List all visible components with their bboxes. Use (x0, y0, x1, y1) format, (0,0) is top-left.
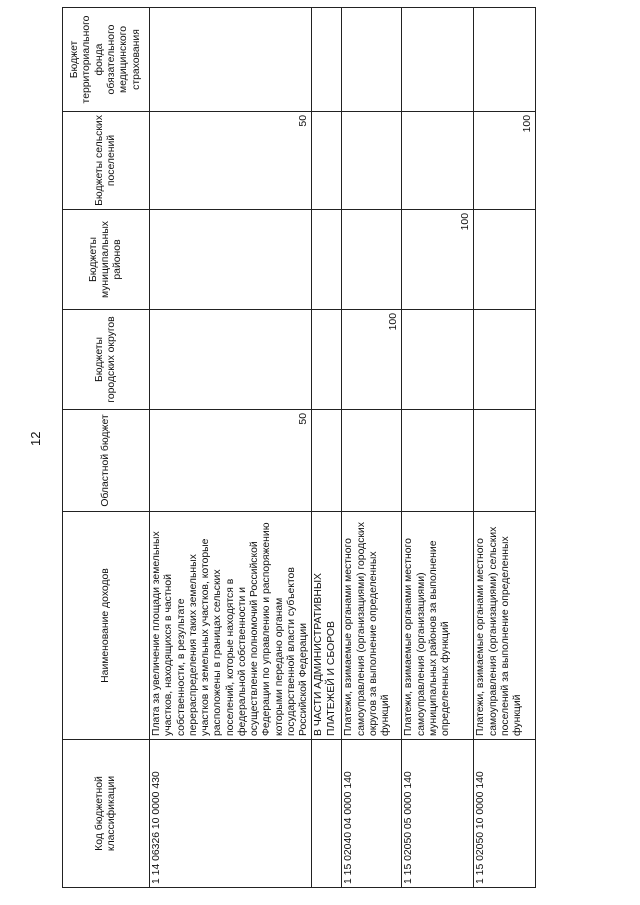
cell-code: 1 14 06326 10 0000 430 (150, 740, 312, 888)
cell-municipal (342, 210, 402, 310)
cell-tfoms (150, 8, 312, 112)
cell-urban (312, 310, 342, 410)
cell-regional (312, 410, 342, 512)
cell-rural: 50 (150, 112, 312, 210)
cell-municipal (150, 210, 312, 310)
cell-tfoms (474, 8, 536, 112)
cell-rural (402, 112, 474, 210)
cell-tfoms (312, 8, 342, 112)
table-row (474, 8, 536, 888)
cell-name: Плата за увеличение площади земельных участков, находящихся в частной собственности, в результате перераспределения таких земельных участков и земельных участков, которые расположены в границах сельских поселений, которые находятся в федеральной собственности и осуществление полномочий Российской Федерации по управлению и распоряжению которыми передано органам государственной власти субъектов Российской Федерации (150, 512, 312, 740)
cell-name: В ЧАСТИ АДМИНИСТРАТИВНЫХ ПЛАТЕЖЕЙ И СБОРОВ (312, 512, 342, 740)
cell-regional (342, 410, 402, 512)
cell-regional (474, 410, 536, 512)
cell-name: Платежи, взимаемые органами местного самоуправления (организациями) городских округов за выполнение определенных функций (342, 512, 402, 740)
header-budget-code: Код бюджетной классификации (63, 740, 150, 888)
revenue-distribution-table (62, 7, 536, 888)
header-rural-settlements: Бюджеты сельских поселений (63, 112, 150, 210)
cell-regional (402, 410, 474, 512)
cell-urban (474, 310, 536, 410)
cell-municipal (312, 210, 342, 310)
header-revenue-name: Наименование доходов (63, 512, 150, 740)
cell-municipal (474, 210, 536, 310)
cell-name: Платежи, взимаемые органами местного самоуправления (организациями) муниципальных районов за выполнение определенных функций (402, 512, 474, 740)
cell-code: 1 15 02050 10 0000 140 (474, 740, 536, 888)
cell-rural (342, 112, 402, 210)
page-number: 12 (28, 431, 43, 446)
cell-code: 1 15 02040 04 0000 140 (342, 740, 402, 888)
cell-urban: 100 (342, 310, 402, 410)
cell-urban (402, 310, 474, 410)
rotated-table-container (62, 8, 582, 888)
cell-code (312, 740, 342, 888)
header-regional-budget: Областной бюджет (63, 410, 150, 512)
cell-code: 1 15 02050 05 0000 140 (402, 740, 474, 888)
cell-tfoms (402, 8, 474, 112)
header-urban-districts: Бюджеты городских округов (63, 310, 150, 410)
cell-tfoms (342, 8, 402, 112)
cell-name: Платежи, взимаемые органами местного самоуправления (организациями) сельских поселений за выполнение определенных функций (474, 512, 536, 740)
table-row (150, 8, 312, 888)
table-row (342, 8, 402, 888)
cell-rural (312, 112, 342, 210)
cell-urban (150, 310, 312, 410)
cell-regional: 50 (150, 410, 312, 512)
cell-rural: 100 (474, 112, 536, 210)
header-tfoms: Бюджет территориального фонда обязательного медицинского страхования (63, 8, 150, 112)
table-row (312, 8, 342, 888)
table-row (402, 8, 474, 888)
table-header-row (63, 8, 150, 888)
cell-municipal: 100 (402, 210, 474, 310)
header-municipal-districts: Бюджеты муниципальных районов (63, 210, 150, 310)
